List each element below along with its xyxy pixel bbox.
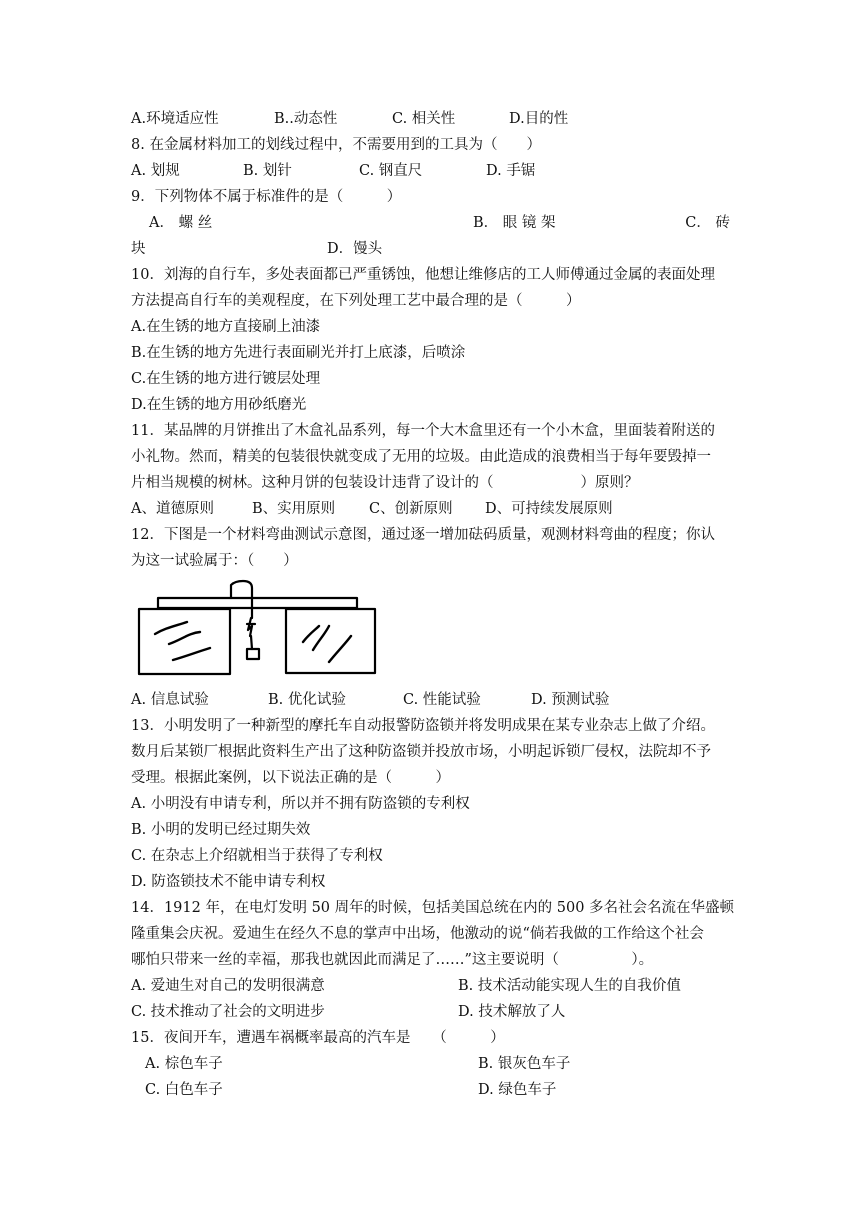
q13-option-d: D. 防盗锁技术不能申请专利权 (131, 874, 326, 890)
q15-stem: 15．夜间开车，遭遇车祸概率最高的汽车是 （ ） (131, 1030, 505, 1046)
q10-option-c: C.在生锈的地方进行镀层处理 (131, 371, 321, 387)
q11-stem-line3: 片相当规模的树林。这种月饼的包装设计违背了设计的（ ）原则？ (131, 475, 639, 491)
q13-stem-line1: 13．小明发明了一种新型的摩托车自动报警防盗锁并将发明成果在某专业杂志上做了介绍。 (131, 718, 715, 734)
q13-stem-line3: 受理。根据此案例，以下说法正确的是（ ） (131, 770, 450, 786)
q15-option-c: C. 白色车子 (145, 1082, 223, 1098)
weight (247, 649, 259, 659)
q14-options-row2 (131, 1002, 730, 1022)
q8-options (131, 161, 730, 181)
q14-stem-line1: 14．1912 年，在电灯发明 50 周年的时候，包括美国总统在内的 500 多名社会名流在华盛顿 (131, 900, 735, 916)
q13-option-c: C. 在杂志上介绍就相当于获得了专利权 (131, 848, 383, 864)
q13-stem-line2: 数月后某锁厂根据此资料生产出了这种防盗锁并投放市场，小明起诉锁厂侵权，法院却不予 (131, 744, 711, 760)
q9-stem: 9．下列物体不属于标准件的是（ ） (131, 189, 402, 205)
q15-option-b: B. 银灰色车子 (478, 1056, 571, 1072)
q10-stem-line2: 方法提高自行车的美观程度，在下列处理工艺中最合理的是（ ） (131, 293, 581, 309)
q15-option-d: D. 绿色车子 (478, 1082, 557, 1098)
q11-option-c: C、创新原则 (369, 501, 453, 517)
q11-option-b: B、实用原则 (252, 501, 336, 517)
q14-option-d: D. 技术解放了人 (458, 1004, 566, 1020)
q10-option-d: D.在生锈的地方用砂纸磨光 (131, 397, 307, 413)
q7-option-b: B..动态性 (274, 111, 338, 127)
hanger (247, 618, 255, 636)
q9-option-a: A． 螺 丝 (149, 215, 213, 231)
q14-stem-line3: 哪怕只带来一丝的幸福，那我也就因此而满足了……”这主要说明（ ）。 (131, 952, 654, 968)
q15-option-a: A. 棕色车子 (145, 1056, 223, 1072)
q10-option-a: A.在生锈的地方直接刷上油漆 (131, 319, 321, 335)
q12-option-a: A. 信息试验 (131, 692, 209, 708)
left-support (139, 609, 230, 674)
q8-option-b: B. 划针 (243, 163, 292, 179)
q7-option-d: D.目的性 (509, 111, 569, 127)
bending-test-diagram (131, 578, 381, 684)
q15-options-row2 (145, 1080, 730, 1100)
q15-options-row1 (145, 1054, 730, 1074)
hook (231, 581, 252, 618)
q13-option-a: A. 小明没有申请专利，所以并不拥有防盗锁的专利权 (131, 796, 470, 812)
q14-option-b: B. 技术活动能实现人生的自我价值 (458, 978, 681, 994)
q9-option-b: B． 眼 镜 架 (473, 215, 556, 231)
q14-option-c: C. 技术推动了社会的文明进步 (131, 1004, 325, 1020)
q12-stem-line1: 12．下图是一个材料弯曲测试示意图，通过逐一增加砝码质量，观测材料弯曲的程度；你认 (131, 527, 715, 543)
q8-stem: 8. 在金属材料加工的划线过程中，不需要用到的工具为（ ） (131, 137, 541, 153)
right-support (286, 609, 375, 673)
q9-option-c: C． 砖 (685, 215, 730, 231)
q12-stem-line2: 为这一试验属于：（ ） (131, 553, 298, 569)
q7-option-a: A.环境适应性 (131, 111, 219, 127)
q9-options-line2 (131, 239, 730, 259)
test-beam (158, 598, 357, 608)
q11-option-d: D、可持续发展原则 (485, 501, 613, 517)
q7-options (131, 109, 730, 129)
q11-option-a: A、道德原则 (131, 501, 214, 517)
q11-options (131, 499, 730, 519)
q8-option-d: D. 手锯 (486, 163, 536, 179)
q9-option-d: D．馒头 (327, 241, 383, 257)
q13-option-b: B. 小明的发明已经过期失效 (131, 822, 311, 838)
q14-stem-line2: 隆重集会庆祝。爱迪生在经久不息的掌声中出场，他激动的说“倘若我做的工作给这个社会 (131, 926, 704, 942)
q8-option-c: C. 钢直尺 (359, 163, 423, 179)
q12-option-d: D. 预测试验 (531, 692, 610, 708)
q9-option-c-cont: 块 (131, 241, 146, 257)
q12-options (131, 690, 730, 710)
q11-stem-line2: 小礼物。然而，精美的包装很快就变成了无用的垃圾。由此造成的浪费相当于每年要毁掉一 (131, 449, 711, 465)
q10-stem-line1: 10．刘海的自行车，多处表面都已严重锈蚀，他想让维修店的工人师傅通过金属的表面处理 (131, 267, 715, 283)
q11-stem-line1: 11．某品牌的月饼推出了木盒礼品系列，每一个大木盒里还有一个小木盒，里面装着附送的 (131, 423, 715, 439)
q10-option-b: B.在生锈的地方先进行表面刷光并打上底漆，后喷涂 (131, 345, 466, 361)
q14-options-row1 (131, 976, 730, 996)
q14-option-a: A. 爱迪生对自己的发明很满意 (131, 978, 325, 994)
q7-option-c: C. 相关性 (392, 111, 456, 127)
q8-option-a: A. 划规 (131, 163, 180, 179)
q12-option-c: C. 性能试验 (403, 692, 481, 708)
q12-option-b: B. 优化试验 (268, 692, 346, 708)
